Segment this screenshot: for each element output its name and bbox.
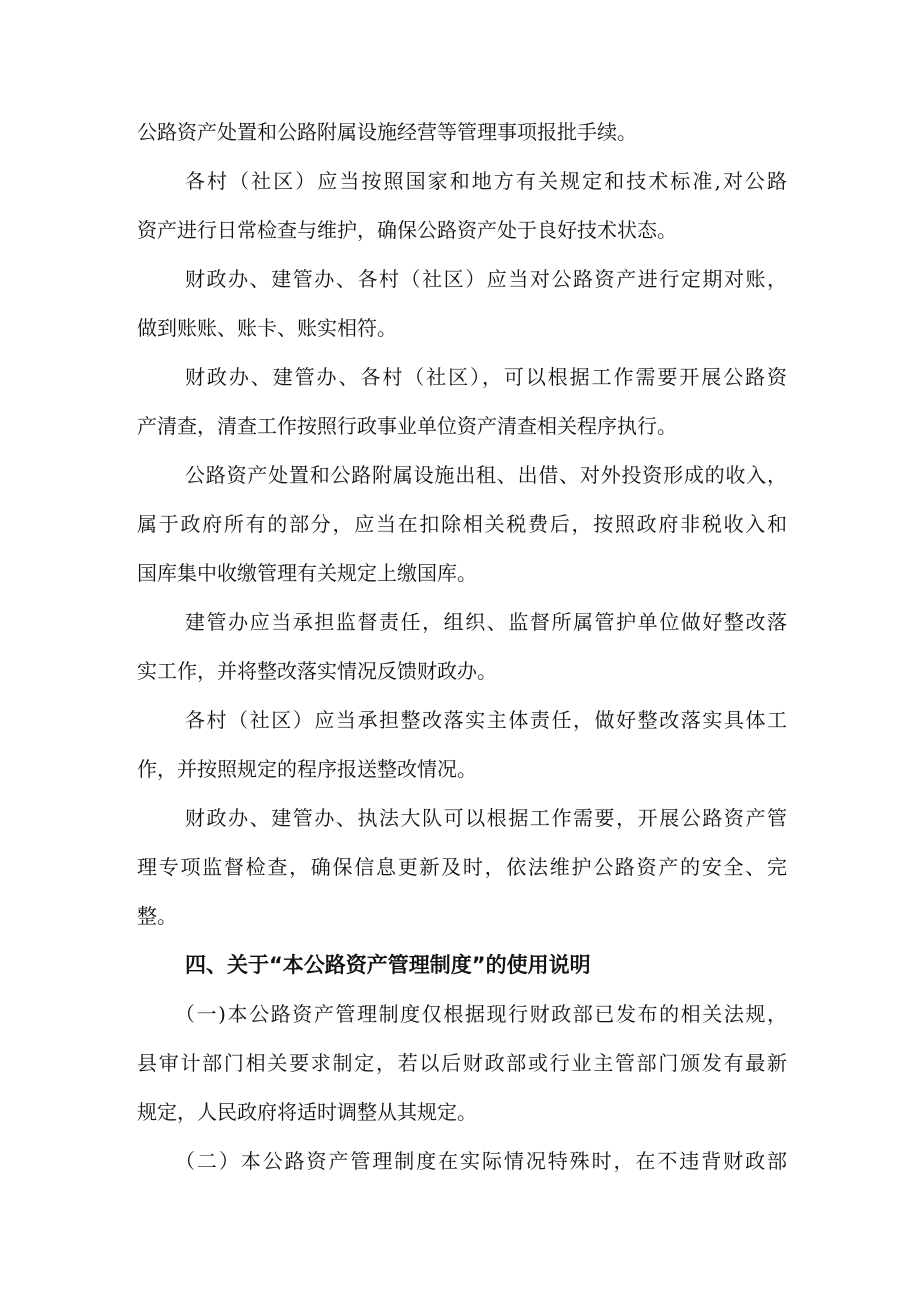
body-text-line: 县审计部门相关要求制定，若以后财政部或行业主管部门颁发有最新 [137, 1051, 787, 1075]
section-heading: 四、关于“本公路资产管理制度”的使用说明 [185, 953, 591, 977]
paragraph-first-line: （一)本公路资产管理制度仅根据现行财政部已发布的相关法规， [175, 1002, 787, 1026]
body-text-line: 公路资产处置和公路附属设施经营等管理事项报批手续。 [137, 120, 637, 144]
body-text-line: 国库集中收缴管理有关规定上缴国库。 [137, 561, 477, 585]
paragraph-first-line: 各村（社区）应当按照国家和地方有关规定和技术标准,对公路 [185, 169, 787, 193]
body-text-line: 资产进行日常检查与维护，确保公路资产处于良好技术状态。 [137, 218, 677, 242]
paragraph-first-line: 财政办、建管办、执法大队可以根据工作需要，开展公路资产管 [185, 806, 787, 830]
paragraph-first-line: （二）本公路资产管理制度在实际情况特殊时，在不违背财政部 [175, 1149, 787, 1173]
paragraph-first-line: 各村（社区）应当承担整改落实主体责任，做好整改落实具体工 [185, 708, 787, 732]
body-text-line: 属于政府所有的部分，应当在扣除相关税费后，按照政府非税收入和 [137, 512, 787, 536]
body-text-line: 产清查，清查工作按照行政事业单位资产清查相关程序执行。 [137, 414, 677, 438]
body-text-line: 规定，人民政府将适时调整从其规定。 [137, 1100, 477, 1124]
paragraph-first-line: 公路资产处置和公路附属设施出租、出借、对外投资形成的收入， [185, 463, 787, 487]
body-text-line: 实工作，并将整改落实情况反馈财政办。 [137, 659, 497, 683]
body-text-line: 作，并按照规定的程序报送整改情况。 [137, 757, 477, 781]
body-text-line: 做到账账、账卡、账实相符。 [137, 316, 397, 340]
body-text-line: 整。 [137, 904, 177, 928]
paragraph-first-line: 建管办应当承担监督责任，组织、监督所属管护单位做好整改落 [185, 610, 787, 634]
paragraph-first-line: 财政办、建管办、各村（社区）应当对公路资产进行定期对账， [185, 267, 787, 291]
body-text-line: 理专项监督检查，确保信息更新及时，依法维护公路资产的安全、完 [137, 855, 787, 879]
paragraph-first-line: 财政办、建管办、各村（社区），可以根据工作需要开展公路资 [185, 365, 787, 389]
